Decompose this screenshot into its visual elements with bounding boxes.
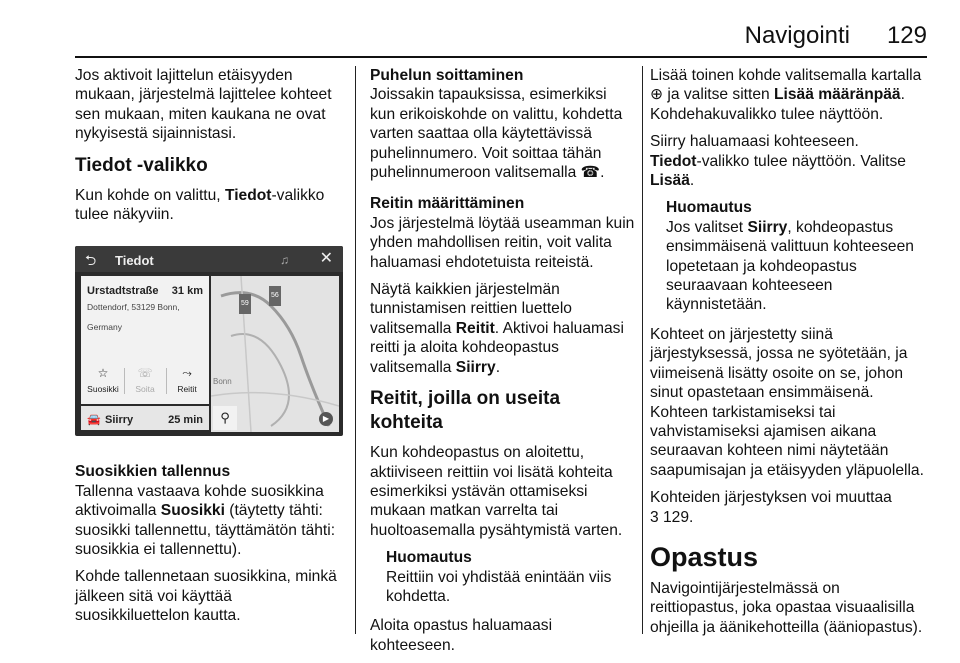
note (370, 548, 635, 606)
paragraph: Aloita opastus haluamaasi kohteeseen. (370, 617, 553, 654)
column-1 (75, 66, 343, 634)
text: (täytetty tähti: suosikki tallennettu, täyttämätön tähti: suosikkia ei tallennettu). (75, 502, 336, 559)
column-divider (355, 66, 356, 634)
heading-tiedot: Tiedot -valikko (75, 154, 208, 176)
paragraph: Jos järjestelmä löytää useamman kuin yhden mahdollisen reitin, voit valita haluamasi ehdotetuista reiteistä. (370, 214, 635, 271)
location-pin-icon: ⚲ (213, 406, 237, 430)
heading-opastus: Opastus (650, 541, 759, 572)
text: Tallenna vastaava kohde suosikkina aktivoimalla (75, 482, 324, 520)
bold-term: Siirry (747, 218, 788, 236)
text: . (600, 164, 605, 182)
star-icon: ☆ (97, 366, 109, 381)
bold-term: Siirry (455, 358, 496, 376)
paragraph: Kohde tallennetaan suosikkina, minkä jälkeen sitä voi käyttää suosikkiluettelon kautta. (75, 568, 337, 625)
bold-term: Suosikki (160, 502, 225, 520)
phone-icon: ☏ (137, 366, 153, 381)
close-icon: ✕ (319, 250, 333, 268)
heading-route: Reitin määrittäminen (370, 195, 525, 213)
paragraph (370, 85, 635, 182)
text: . (689, 172, 695, 190)
text: Lisää toinen kohde valitsemalla kartalla (650, 67, 922, 84)
bold-term: Lisää määränpää (774, 86, 901, 104)
play-icon: ▶ (319, 412, 333, 426)
screen-title: Tiedot (115, 253, 154, 269)
music-icon: ♫ (280, 253, 289, 268)
road-number: 59 (239, 294, 251, 313)
button-label: Suosikki (87, 384, 119, 395)
text: -valikko tulee näkyviin. (75, 186, 325, 224)
note-title: Huomautus (386, 549, 472, 567)
page-number: 129 (886, 22, 927, 49)
car-icon: 🚘 (87, 414, 101, 427)
bold-term: Lisää (650, 172, 690, 190)
text: Näytä kaikkien järjestelmän tunnistamisen reittien luettelo valitsemalla (370, 281, 572, 337)
note-text: Jos valitset (666, 218, 748, 236)
text: -valikko tulee näyttöön. Valitse (696, 152, 906, 170)
paragraph (370, 280, 635, 377)
paragraph (75, 186, 343, 225)
text: Joissakin tapauksissa, esimerkiksi kun erikoiskohde on valittu, kohdetta varten saattaa olla käytettävissä puhelinnumero. Voit soittaa tähän puhelinnumeroon valitsemalla (370, 86, 623, 182)
paragraph (75, 482, 343, 560)
heading-multi-destination: Reitit, joilla on useita kohteita (370, 388, 561, 434)
crosshair-icon: ⊕ (650, 86, 664, 104)
button-label: Soita (135, 384, 155, 395)
text: . Aktivoi haluamasi reitti ja aloita kohdeopastus valitsemalla (370, 319, 624, 376)
distance: 31 km (171, 285, 203, 298)
favourite-button (83, 366, 123, 399)
text: ja valitse sitten (663, 86, 775, 104)
text: Kun kohde on valittu, (75, 186, 225, 204)
paragraph: Kun kohdeopastus on aloitettu, aktiiviseen reittiin voi lisätä kohteita esimerkiksi ystävän ottamiseksi mukaan matkan varrelta tai huoltoasemalla pysähtymistä varten. (370, 444, 623, 539)
map-place-label: Bonn (213, 377, 232, 387)
note-title: Huomautus (666, 199, 752, 217)
text: . (495, 358, 501, 376)
paragraph: Siirry haluamaasi kohteeseen. (650, 133, 859, 151)
street-name: Urstadtstraße (87, 285, 159, 298)
note (650, 198, 928, 314)
paragraph: Jos aktivoit lajittelun etäisyyden mukaan, järjestelmä lajittelee kohteet sen mukaan, miten kaukana ne ovat nykyisestä sijainnistasi. (75, 67, 332, 143)
text: Kohteiden järjestyksen voi muuttaa (650, 489, 892, 507)
text: . Kohdehakuvalikko tulee näyttöön. (650, 86, 905, 123)
infotainment-screenshot (75, 246, 343, 436)
paragraph: Navigointijärjestelmässä on reittiopastus, joka opastaa visuaalisilla ohjeilla ja äänikehotteilla (ääniopastus). (650, 579, 923, 636)
header-rule (75, 56, 927, 58)
heading-call: Puhelun soittaminen (370, 67, 524, 84)
button-label: Reitit (177, 384, 197, 395)
road-number: 56 (269, 286, 281, 305)
column-divider (642, 66, 643, 634)
go-label: Siirry (105, 414, 134, 427)
screen-title-bar (75, 246, 343, 272)
address: Dottendorf, 53129 Bonn, Germany (87, 302, 180, 332)
page-reference[interactable]: 3 129. (650, 508, 694, 526)
column-2 (370, 66, 635, 663)
column-3 (650, 66, 928, 645)
call-button (125, 366, 165, 399)
routes-button (167, 366, 207, 399)
page-header (0, 0, 960, 56)
paragraph: Kohteet on järjestetty siinä järjestyksessä, jossa ne syötetään, ja viimeisenä lisätty osoite on se, johon sinut opastetaan ensimmäisenä. Kohteen tarkistamiseksi tai vahvistamiseksi ajamisen aikana seuraavan kohteen nimi näytetään saapumisajan ja etäisyyden yläpuolella. (650, 325, 924, 479)
routes-icon: ⤳ (182, 366, 192, 381)
bold-term: Tiedot (224, 186, 272, 204)
duration: 25 min (168, 414, 203, 427)
section-title: Navigointi (744, 22, 850, 49)
phone-icon: ☎ (580, 164, 601, 182)
paragraph (650, 152, 928, 191)
back-icon: ⮌ (85, 252, 97, 269)
go-bar (81, 406, 209, 430)
bold-term: Tiedot (650, 152, 697, 170)
heading-favourites: Suosikkien tallennus (75, 463, 231, 481)
note-text: Reittiin voi yhdistää enintään viis kohdetta. (386, 568, 612, 605)
bold-term: Reitit (455, 319, 495, 337)
paragraph (650, 66, 928, 124)
destination-panel (81, 276, 209, 404)
note-text: , kohdeopastus ensimmäisenä valittuun kohteeseen lopetetaan ja kohdeopastus seuraavaan kohteeseen käynnistetään. (666, 218, 914, 314)
paragraph (650, 488, 928, 527)
